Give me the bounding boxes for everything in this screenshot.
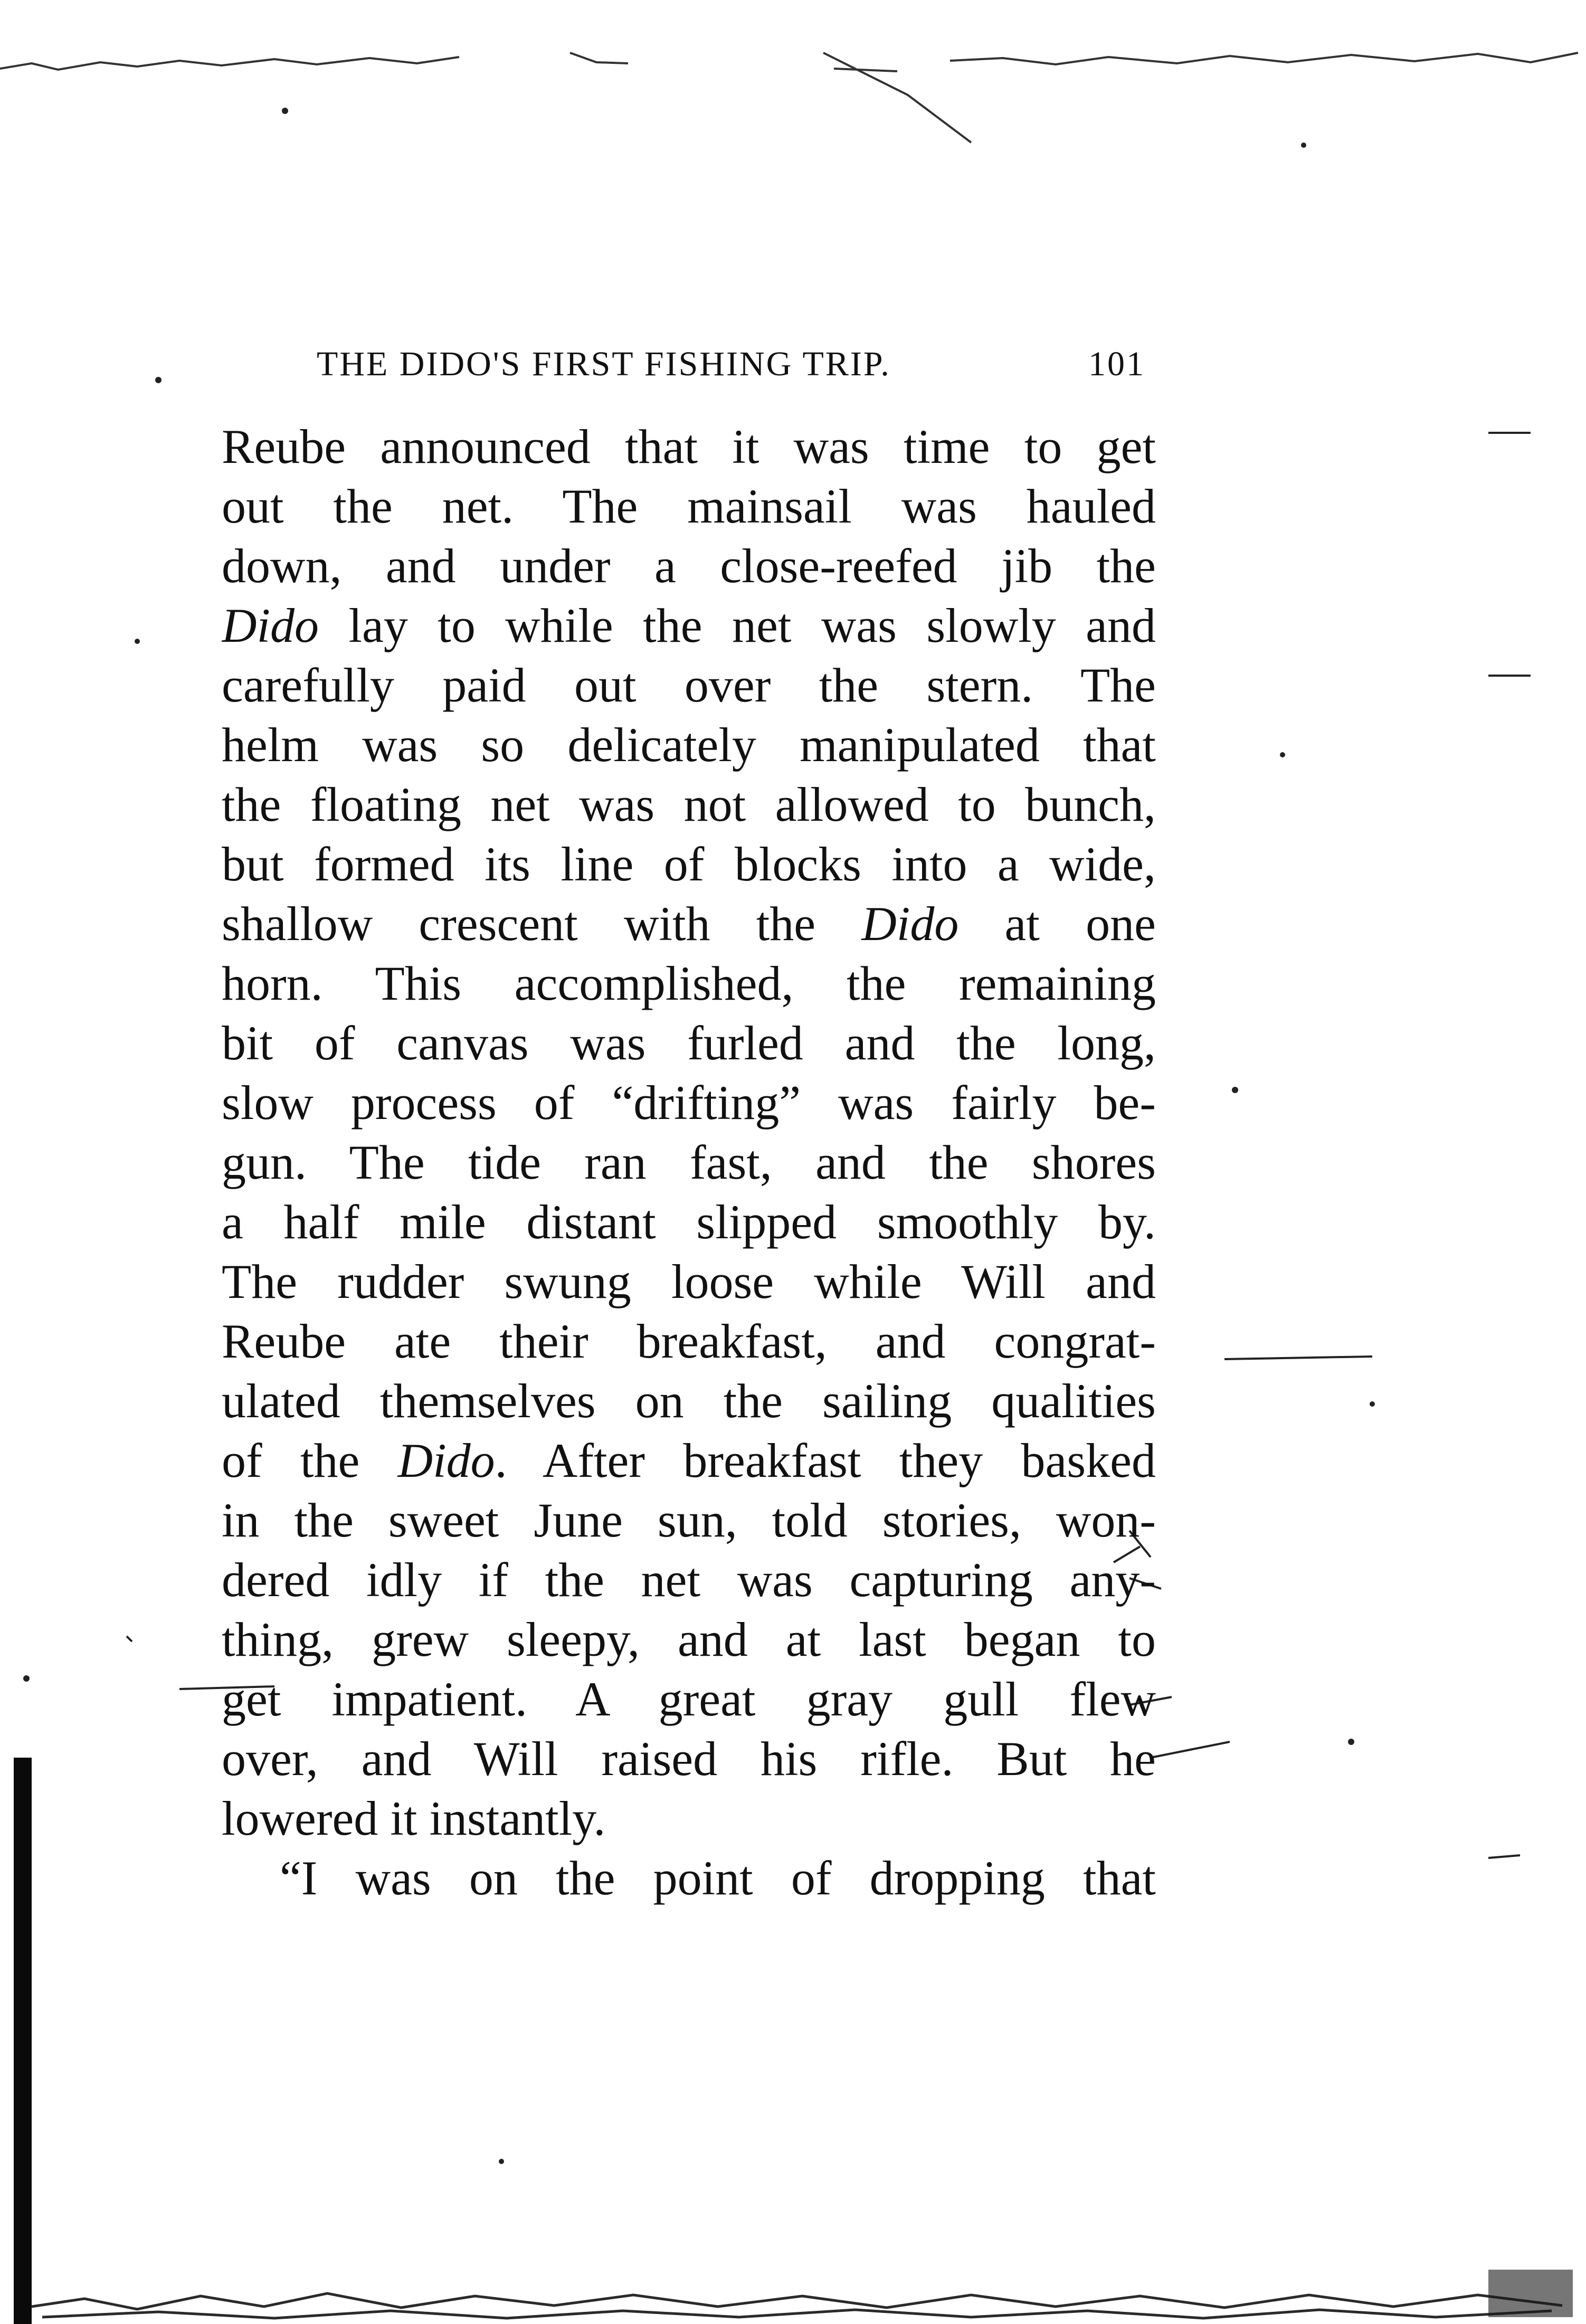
text-line-1: Reube announced that it was time to get [222, 420, 1156, 473]
text-line-4: Dido lay to while the net was slowly and [222, 599, 1156, 652]
text-line-10: horn. This accomplished, the remaining [222, 956, 1156, 1010]
text-line-25: “I was on the point of dropping that [280, 1851, 1156, 1905]
binding-edge-shadow [14, 1758, 32, 2324]
text-line-9: shallow crescent with the Dido at one [222, 897, 1156, 951]
text-line-8: but formed its line of blocks into a wide, [222, 837, 1156, 891]
text-line-14: a half mile distant slipped smoothly by. [222, 1195, 1156, 1249]
text-line-5: carefully paid out over the stern. The [222, 658, 1156, 712]
body-text [222, 417, 1156, 1908]
scan-noise-bottom [0, 2206, 1586, 2324]
italic-boat-name: Dido [397, 1434, 495, 1487]
text-line-11: bit of canvas was furled and the long, [222, 1016, 1156, 1070]
text-line-16: Reube ate their breakfast, and congrat- [222, 1314, 1156, 1368]
text-line-15: The rudder swung loose while Will and [222, 1255, 1156, 1308]
italic-boat-name: Dido [861, 897, 959, 951]
text-line-3: down, and under a close-reefed jib the [222, 539, 1156, 593]
text-line-23: over, and Will raised his rifle. But he [222, 1732, 1156, 1786]
text-line-22: get impatient. A great gray gull flew [222, 1672, 1156, 1726]
scan-noise-top [0, 32, 1586, 179]
text-line-21: thing, grew sleepy, and at last began to [222, 1612, 1156, 1666]
text-line-7: the floating net was not allowed to bunch, [222, 777, 1156, 831]
text-line-17: ulated themselves on the sailing qualities [222, 1374, 1156, 1428]
text-line-13: gun. The tide ran fast, and the shores [222, 1135, 1156, 1189]
italic-boat-name: Dido [222, 599, 319, 652]
text-line-19: in the sweet June sun, told stories, won- [222, 1493, 1156, 1547]
running-head [317, 338, 1145, 391]
text-line-2: out the net. The mainsail was hauled [222, 479, 1156, 533]
page-number: 101 [1088, 345, 1145, 383]
text-line-6: helm was so delicately manipulated that [222, 718, 1156, 772]
text-line-12: slow process of “drifting” was fairly be- [222, 1076, 1156, 1130]
text-line-20: dered idly if the net was capturing any- [222, 1553, 1156, 1607]
text-line-18: of the Dido. After breakfast they basked [222, 1434, 1156, 1487]
running-head-title: THE DIDO'S FIRST FISHING TRIP. [317, 345, 891, 383]
text-line-24: lowered it instantly. [222, 1791, 606, 1845]
